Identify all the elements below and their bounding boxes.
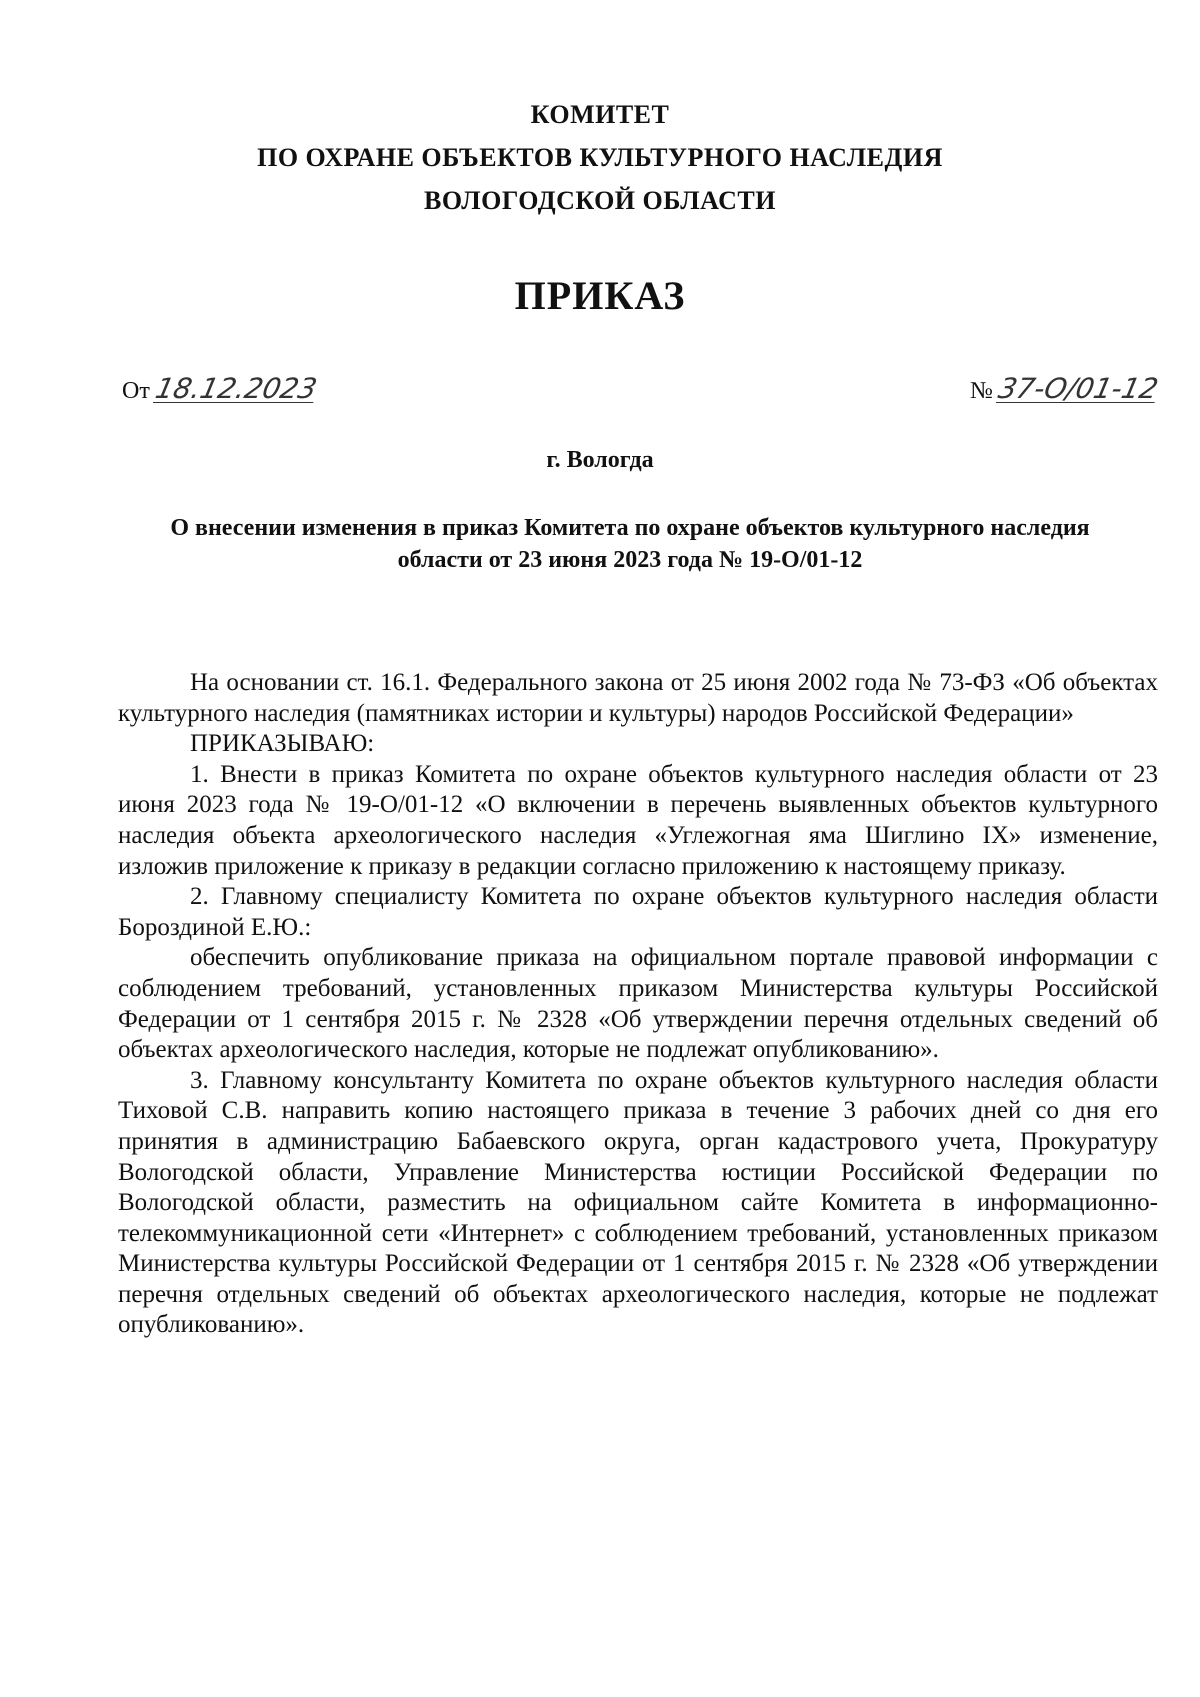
city: г. Вологда: [546, 447, 654, 473]
number-line: [970, 372, 1161, 405]
preamble-paragraph: На основании ст. 16.1. Федерального закона от 25 июня 2002 года № 73-ФЗ «Об объектах культурного наследия (памятниках истории и культуры) народов Российской Федерации»: [118, 669, 1158, 727]
order-keyword: ПРИКАЗЫВАЮ:: [190, 730, 375, 758]
number-label: №: [970, 378, 993, 404]
date-label: От: [122, 378, 150, 404]
order-subject: О внесении изменения в приказ Комитета по охране объектов культурного наследия области от 23 июня 2023 года № 19-О/01-12: [170, 515, 1090, 573]
header-line-1: КОМИТЕТ: [530, 100, 670, 129]
handwritten-date: 18.12.2023: [152, 372, 320, 405]
order-body: [118, 668, 1158, 1341]
clause-3: 3. Главному консультанту Комитета по охране объектов культурного наследия области Тиховой С.В. направить копию настоящего приказа в течение 3 рабочих дней со дня его принятия в администрацию Бабаевского округа, орган кадастрового учета, Прокуратуру Вологодской области, Управление Министерства юстиции Российской Федерации по Вологодской области, разместить на официальном сайте Комитета в информационно-телекоммуникационной сети «Интернет» с соблюдением требований, установленных приказом Министерства культуры Российской Федерации от 1 сентября 2015 г. № 2328 «Об утверждении перечня отдельных сведений об объектах археологического наследия, которые не подлежат опубликованию».: [118, 1066, 1158, 1339]
document-title: ПРИКАЗ: [514, 273, 686, 318]
clause-1: 1. Внести в приказ Комитета по охране объектов культурного наследия области от 23 июня 2023 года № 19-О/01-12 «О включении в перечень выявленных объектов культурного наследия объекта археологического наследия «Углежогная яма Шиглино IX» изменение, изложив приложение к приказу в редакции согласно приложению к настоящему приказу.: [118, 760, 1158, 880]
clause-2-detail: обеспечить опубликование приказа на официальном портале правовой информации с соблюдением требований, установленных приказом Министерства культуры Российской Федерации от 1 сентября 2015 г. № 2328 «Об утверждении перечня отдельных сведений об объектах археологического наследия, которые не подлежат опубликованию».: [118, 944, 1158, 1064]
handwritten-number: 37-О/01-12: [995, 372, 1161, 405]
clause-2: 2. Главному специалисту Комитета по охране объектов культурного наследия области Бороздиной Е.Ю.:: [118, 883, 1158, 941]
date-line: [122, 372, 320, 405]
header-line-2: ПО ОХРАНЕ ОБЪЕКТОВ КУЛЬТУРНОГО НАСЛЕДИЯ: [257, 143, 943, 172]
header-line-3: ВОЛОГОДСКОЙ ОБЛАСТИ: [424, 186, 776, 215]
